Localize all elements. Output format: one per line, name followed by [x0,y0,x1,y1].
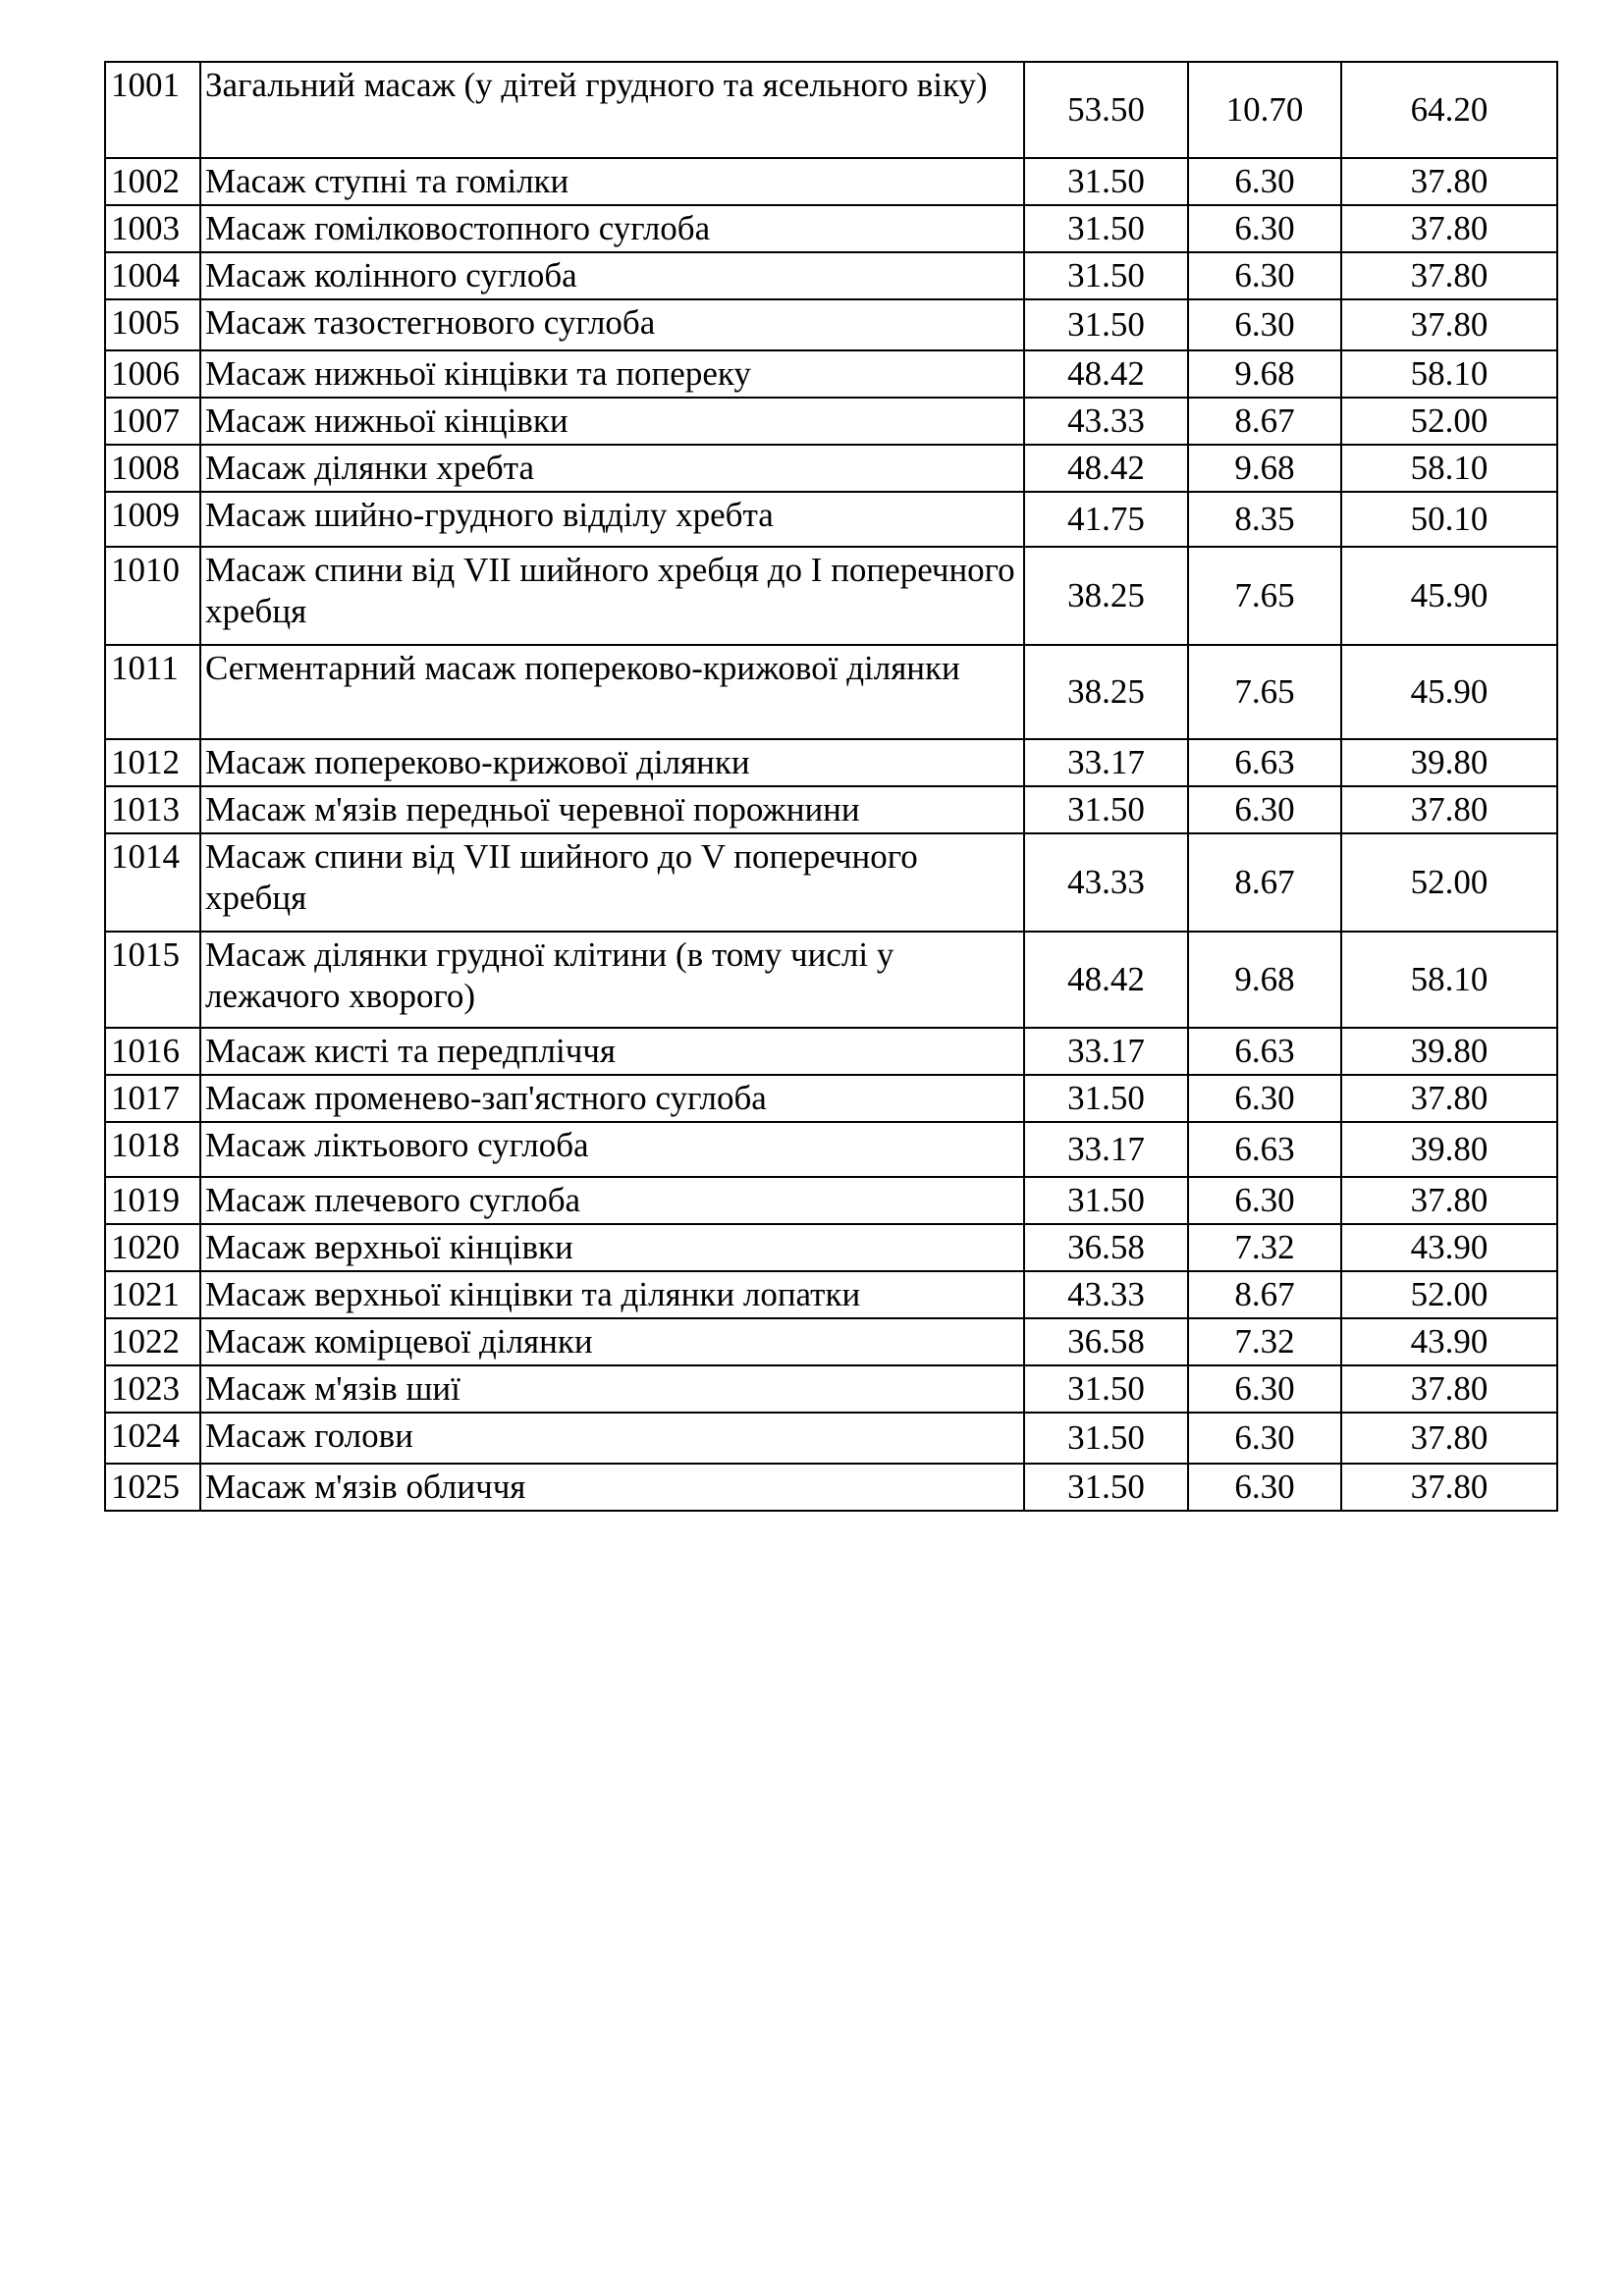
vat-amount-cell: 7.32 [1188,1224,1341,1271]
price-without-vat-cell: 33.17 [1024,1122,1188,1177]
service-code-cell: 1021 [105,1271,200,1318]
table-row [105,492,1557,547]
table-row [105,1413,1557,1464]
table-row [105,1365,1557,1413]
price-table [104,61,1558,1512]
table-row [105,1075,1557,1122]
service-name-cell: Масаж верхньої кінцівки [200,1224,1024,1271]
price-without-vat-cell: 31.50 [1024,205,1188,252]
price-without-vat-cell: 33.17 [1024,739,1188,786]
table-row [105,1464,1557,1511]
service-code-cell: 1022 [105,1318,200,1365]
service-name-cell: Масаж комірцевої ділянки [200,1318,1024,1365]
price-with-vat-cell: 52.00 [1341,833,1557,932]
price-without-vat-cell: 31.50 [1024,1365,1188,1413]
price-without-vat-cell: 31.50 [1024,1464,1188,1511]
service-name-cell: Масаж шийно-грудного відділу хребта [200,492,1024,547]
vat-amount-cell: 6.30 [1188,1365,1341,1413]
price-with-vat-cell: 39.80 [1341,739,1557,786]
table-row [105,1028,1557,1075]
price-without-vat-cell: 31.50 [1024,299,1188,350]
price-without-vat-cell: 48.42 [1024,932,1188,1028]
table-row [105,1271,1557,1318]
service-code-cell: 1024 [105,1413,200,1464]
service-name-cell: Масаж нижньої кінцівки [200,398,1024,445]
service-code-cell: 1015 [105,932,200,1028]
vat-amount-cell: 6.30 [1188,1075,1341,1122]
vat-amount-cell: 9.68 [1188,350,1341,398]
service-code-cell: 1002 [105,158,200,205]
price-with-vat-cell: 37.80 [1341,158,1557,205]
service-code-cell: 1025 [105,1464,200,1511]
price-without-vat-cell: 33.17 [1024,1028,1188,1075]
price-without-vat-cell: 41.75 [1024,492,1188,547]
vat-amount-cell: 6.30 [1188,1464,1341,1511]
price-without-vat-cell: 53.50 [1024,62,1188,158]
vat-amount-cell: 6.30 [1188,786,1341,833]
vat-amount-cell: 10.70 [1188,62,1341,158]
service-name-cell: Масаж м'язів шиї [200,1365,1024,1413]
table-row [105,205,1557,252]
service-name-cell: Масаж голови [200,1413,1024,1464]
table-row [105,398,1557,445]
vat-amount-cell: 7.65 [1188,645,1341,739]
service-name-cell: Масаж ліктьового суглоба [200,1122,1024,1177]
price-without-vat-cell: 43.33 [1024,398,1188,445]
service-name-cell: Масаж плечевого суглоба [200,1177,1024,1224]
table-row [105,1224,1557,1271]
vat-amount-cell: 6.30 [1188,205,1341,252]
price-with-vat-cell: 58.10 [1341,350,1557,398]
price-with-vat-cell: 39.80 [1341,1028,1557,1075]
price-without-vat-cell: 48.42 [1024,445,1188,492]
table-row [105,645,1557,739]
service-name-cell: Масаж верхньої кінцівки та ділянки лопатки [200,1271,1024,1318]
service-code-cell: 1016 [105,1028,200,1075]
vat-amount-cell: 9.68 [1188,445,1341,492]
price-with-vat-cell: 37.80 [1341,1075,1557,1122]
service-code-cell: 1017 [105,1075,200,1122]
vat-amount-cell: 7.32 [1188,1318,1341,1365]
price-without-vat-cell: 31.50 [1024,786,1188,833]
price-with-vat-cell: 45.90 [1341,547,1557,645]
table-row [105,739,1557,786]
price-with-vat-cell: 37.80 [1341,1413,1557,1464]
service-code-cell: 1003 [105,205,200,252]
price-with-vat-cell: 37.80 [1341,1365,1557,1413]
table-row [105,1122,1557,1177]
service-code-cell: 1013 [105,786,200,833]
price-without-vat-cell: 31.50 [1024,252,1188,299]
vat-amount-cell: 6.30 [1188,299,1341,350]
table-row [105,252,1557,299]
service-code-cell: 1018 [105,1122,200,1177]
vat-amount-cell: 8.67 [1188,398,1341,445]
service-code-cell: 1011 [105,645,200,739]
vat-amount-cell: 8.35 [1188,492,1341,547]
table-row [105,1318,1557,1365]
service-code-cell: 1019 [105,1177,200,1224]
service-code-cell: 1006 [105,350,200,398]
table-row [105,1177,1557,1224]
vat-amount-cell: 6.30 [1188,1177,1341,1224]
price-with-vat-cell: 58.10 [1341,932,1557,1028]
vat-amount-cell: 6.63 [1188,1122,1341,1177]
price-with-vat-cell: 58.10 [1341,445,1557,492]
price-with-vat-cell: 37.80 [1341,786,1557,833]
table-row [105,932,1557,1028]
service-name-cell: Масаж спини від VII шийного хребця до I поперечного хребця [200,547,1024,645]
price-without-vat-cell: 31.50 [1024,158,1188,205]
price-with-vat-cell: 43.90 [1341,1318,1557,1365]
service-code-cell: 1014 [105,833,200,932]
service-code-cell: 1005 [105,299,200,350]
service-name-cell: Масаж ділянки грудної клітини (в тому числі у лежачого хворого) [200,932,1024,1028]
table-row [105,547,1557,645]
service-code-cell: 1009 [105,492,200,547]
table-row [105,350,1557,398]
service-name-cell: Масаж променево-зап'ястного суглоба [200,1075,1024,1122]
service-code-cell: 1007 [105,398,200,445]
price-with-vat-cell: 39.80 [1341,1122,1557,1177]
service-name-cell: Масаж попереково-крижової ділянки [200,739,1024,786]
price-with-vat-cell: 37.80 [1341,252,1557,299]
service-code-cell: 1004 [105,252,200,299]
vat-amount-cell: 9.68 [1188,932,1341,1028]
price-without-vat-cell: 48.42 [1024,350,1188,398]
price-with-vat-cell: 52.00 [1341,1271,1557,1318]
price-with-vat-cell: 37.80 [1341,205,1557,252]
table-row [105,299,1557,350]
price-without-vat-cell: 43.33 [1024,833,1188,932]
price-with-vat-cell: 37.80 [1341,299,1557,350]
service-name-cell: Масаж спини від VII шийного до V поперечного хребця [200,833,1024,932]
price-with-vat-cell: 45.90 [1341,645,1557,739]
service-name-cell: Масаж ділянки хребта [200,445,1024,492]
service-name-cell: Масаж кисті та передпліччя [200,1028,1024,1075]
price-without-vat-cell: 31.50 [1024,1413,1188,1464]
table-row [105,158,1557,205]
service-name-cell: Масаж колінного суглоба [200,252,1024,299]
service-code-cell: 1012 [105,739,200,786]
price-with-vat-cell: 50.10 [1341,492,1557,547]
service-name-cell: Масаж м'язів передньої черевної порожнини [200,786,1024,833]
price-without-vat-cell: 36.58 [1024,1224,1188,1271]
vat-amount-cell: 6.63 [1188,739,1341,786]
price-without-vat-cell: 43.33 [1024,1271,1188,1318]
table-body [105,62,1557,1511]
vat-amount-cell: 6.63 [1188,1028,1341,1075]
price-without-vat-cell: 36.58 [1024,1318,1188,1365]
table-row [105,786,1557,833]
service-name-cell: Загальний масаж (у дітей грудного та ясельного віку) [200,62,1024,158]
price-without-vat-cell: 38.25 [1024,645,1188,739]
service-name-cell: Масаж м'язів обличчя [200,1464,1024,1511]
vat-amount-cell: 8.67 [1188,1271,1341,1318]
service-name-cell: Сегментарний масаж попереково-крижової ділянки [200,645,1024,739]
service-code-cell: 1010 [105,547,200,645]
service-name-cell: Масаж ступні та гомілки [200,158,1024,205]
price-with-vat-cell: 43.90 [1341,1224,1557,1271]
price-without-vat-cell: 31.50 [1024,1075,1188,1122]
price-without-vat-cell: 38.25 [1024,547,1188,645]
service-code-cell: 1020 [105,1224,200,1271]
service-code-cell: 1023 [105,1365,200,1413]
service-name-cell: Масаж тазостегнового суглоба [200,299,1024,350]
price-with-vat-cell: 37.80 [1341,1464,1557,1511]
table-row [105,62,1557,158]
vat-amount-cell: 6.30 [1188,1413,1341,1464]
service-code-cell: 1001 [105,62,200,158]
price-without-vat-cell: 31.50 [1024,1177,1188,1224]
service-name-cell: Масаж нижньої кінцівки та попереку [200,350,1024,398]
table-row [105,445,1557,492]
vat-amount-cell: 8.67 [1188,833,1341,932]
service-name-cell: Масаж гомілковостопного суглоба [200,205,1024,252]
price-with-vat-cell: 52.00 [1341,398,1557,445]
service-code-cell: 1008 [105,445,200,492]
vat-amount-cell: 6.30 [1188,158,1341,205]
price-with-vat-cell: 37.80 [1341,1177,1557,1224]
price-with-vat-cell: 64.20 [1341,62,1557,158]
vat-amount-cell: 6.30 [1188,252,1341,299]
table-row [105,833,1557,932]
vat-amount-cell: 7.65 [1188,547,1341,645]
